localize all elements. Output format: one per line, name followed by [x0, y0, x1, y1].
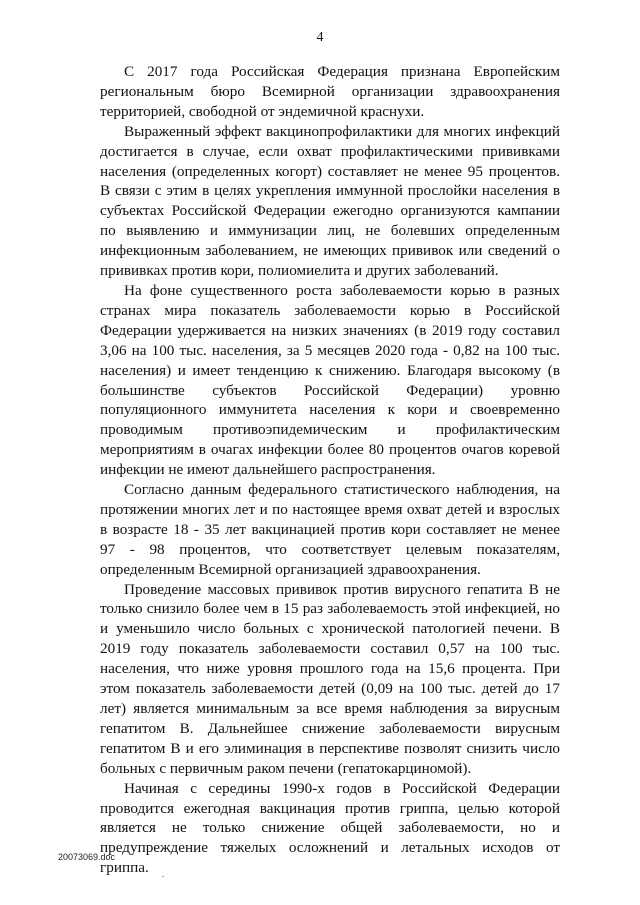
paragraph-measles-vaccination: Согласно данным федерального статистического наблюдения, на протяжении многих лет и по настоящее время охват детей и взрослых в возрасте 18 - 35 лет вакцинацией против кори составляет не менее 97 - 98 процентов, что соответствует целевым показателям, определенным Всемирной организацией здравоохранения. [100, 481, 560, 578]
scan-mark [162, 876, 164, 877]
paragraph-vaccination-coverage: Выраженный эффект вакцинопрофилактики для многих инфекций достигается в случае, если охват профилактическими прививками населения (определенных когорт) составляет не менее 95 процентов. В связи с этим в целях укрепления иммунной прослойки населения в субъектах Российской Федерации ежегодно организуются кампании по выявлению и иммунизации лиц, не болевших определенным инфекционным заболеванием, не имеющих прививок или сведений о прививках против кори, полиомиелита и других заболеваний. [100, 122, 560, 280]
page-number: 4 [316, 30, 324, 45]
paragraph-rubella-status: С 2017 года Российская Федерация признана Европейским региональным бюро Всемирной организации здравоохранения территорией, свободной от эндемичной краснухи. [100, 63, 560, 120]
paragraph-influenza: Начиная с середины 1990-х годов в Российской Федерации проводится ежегодная вакцинация против гриппа, целью которой является не только снижение общей заболеваемости, но и предупреждение тяжелых осложнений и летальных исходов от гриппа. [100, 779, 560, 877]
document-filename: 20073069.doc [58, 852, 116, 862]
document-body [100, 62, 560, 878]
paragraph-hepatitis-b: Проведение массовых прививок против вирусного гепатита В не только снизило более чем в 15 раз заболеваемость этой инфекцией, но и уменьшило число больных с хронической патологией печени. В 2019 году показатель заболеваемости составил 0,57 на 100 тыс. населения, что ниже уровня прошлого года на 15,6 процента. При этом показатель заболеваемости детей (0,09 на 100 тыс. детей до 17 лет) является минимальным за все время наблюдения за вирусным гепатитом В. Дальнейшее снижение заболеваемости вирусным гепатитом В и его элиминация в перспективе позволят снизить число больных с первичным раком печени (гепатокарциномой). [100, 580, 560, 777]
paragraph-measles-incidence: На фоне существенного роста заболеваемости корью в разных странах мира показатель заболеваемости корью в Российской Федерации удерживается на низких значениях (в 2019 году составил 3,06 на 100 тыс. населения, за 5 месяцев 2020 года - 0,82 на 100 тыс. населения) и имеет тенденцию к снижению. Благодаря высокому (в большинстве субъектов Российской Федерации) уровню популяционного иммунитета населения к кори и своевременно проводимым противоэпидемическим и профилактическим мероприятиям в очагах инфекции более 80 процентов очагов коревой инфекции не имеют дальнейшего распространения. [100, 281, 560, 479]
